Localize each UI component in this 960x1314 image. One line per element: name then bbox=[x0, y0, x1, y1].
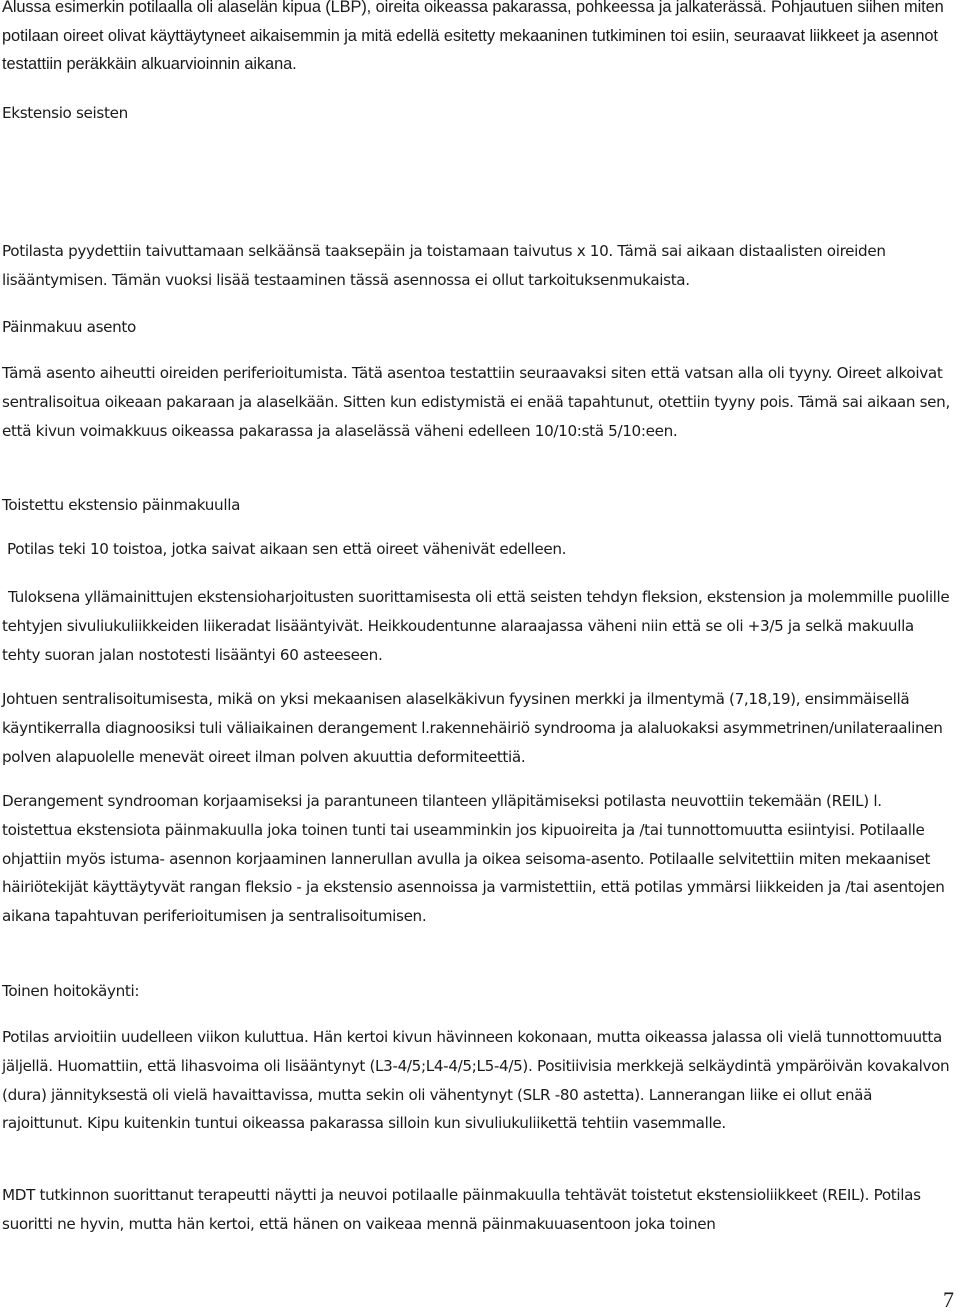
heading-second-visit: Toinen hoitokäynti: bbox=[2, 982, 140, 1000]
repeated-extension-paragraph: Potilas teki 10 toistoa, jotka saivat aikaan sen että oireet vähenivät edelleen. bbox=[7, 540, 567, 558]
second-visit-paragraph: Potilas arvioitiin uudelleen viikon kuluttua. Hän kertoi kivun hävinneen kokonaan, mutta oikeassa jalassa oli vielä tunnottomuutta jäljellä. Huomattiin, että lihasvoima oli lisääntynyt (L3-4/5;L4-4/5;L5-4/5). Positiivisia merkkejä selkäydintä ympäröivän kovakalvon (dura) jännityksestä oli vielä havaittavissa, mutta sekin oli vähentynyt (SLR -80 astetta). Lannerangan liike ei ollut enää rajoittunut. Kipu kuitenkin tuntui oikeassa pakarassa silloin kun sivuliukuliikettä tehtiin vasemmalle. bbox=[2, 1028, 950, 1133]
prone-position-paragraph: Tämä asento aiheutti oireiden periferioitumista. Tätä asentoa testattiin seuraavaksi siten että vatsan alla oli tyyny. Oireet alkoivat sentralisoitua oikeaan pakaraan ja alaselkään. Sitten kun edistymistä ei enää tapahtunut, otettiin tyyny pois. Tämä sai aikaan sen, että kivun voimakkuus oikeassa pakarassa ja alaselässä väheni edelleen 10/10:stä 5/10:een. bbox=[2, 364, 950, 440]
results-paragraph: Tuloksena yllämainittujen ekstensioharjoitusten suorittamisesta oli että seisten tehdyn fleksion, ekstension ja molemmille puolille tehtyjen sivuliukuliikkeiden liikeradat lisääntyivät. Heikkoudentunne alaraajassa väheni niin että se oli +3/5 ja selkä makuulla tehty suoran jalan nostotesti lisääntyi 60 asteeseen. bbox=[2, 588, 950, 664]
heading-standing-extension: Ekstensio seisten bbox=[2, 104, 128, 122]
heading-prone-position: Päinmakuu asento bbox=[2, 318, 136, 336]
treatment-paragraph: Derangement syndrooman korjaamiseksi ja parantuneen tilanteen ylläpitämiseksi potilasta neuvottiin tekemään (REIL) l. toistettua ekstensiota päinmakuulla joka toinen tunti tai useamminkin jos kipuoireita ja /tai tunnottomuutta esiintyisi. Potilaalle ohjattiin myös istuma- asennon korjaaminen lannerullan avulla ja oikea seisoma-asento. Potilaalle selvitettiin miten mekaaniset häiriötekijät käyttäytyvät rangan fleksio - ja ekstensio asennoissa ja varmistettiin, että potilas ymmärsi liikkeiden ja /tai asentojen aikana tapahtuvan periferioitumisen ja sentralisoitumisen. bbox=[2, 792, 945, 926]
heading-repeated-extension: Toistettu ekstensio päinmakuulla bbox=[2, 496, 241, 514]
page-number: 7 bbox=[943, 1287, 954, 1312]
intro-paragraph: Alussa esimerkin potilaalla oli alaselän kipua (LBP), oireita oikeassa pakarassa, pohkeessa ja jalkaterässä. Pohjautuen siihen miten potilaan oireet olivat käyttäytyneet aikaisemmin ja mitä edellä esitetty mekaaninen tutkiminen toi esiin, seuraavat liikkeet ja asennot testattiin peräkkäin alkuarvioinnin aikana. bbox=[2, 0, 944, 74]
diagnosis-paragraph: Johtuen sentralisoitumisesta, mikä on yksi mekaanisen alaselkäkivun fyysinen merkki ja ilmentymä (7,18,19), ensimmäisellä käyntikerralla diagnoosiksi tuli väliaikainen derangement l.rakennehäiriö syndrooma ja alaluokaksi asymmetrinen/unilateraalinen polven alapuolelle menevät oireet ilman polven akuuttia deformiteettiä. bbox=[2, 690, 943, 766]
mdt-therapist-paragraph: MDT tutkinnon suorittanut terapeutti näytti ja neuvoi potilaalle päinmakuulla tehtävät toistetut ekstensioliikkeet (REIL). Potilas suoritti ne hyvin, mutta hän kertoi, että hänen on vaikeaa mennä päinmakuuasentoon joka toinen bbox=[2, 1186, 921, 1233]
standing-extension-paragraph: Potilasta pyydettiin taivuttamaan selkäänsä taaksepäin ja toistamaan taivutus x 10. Tämä sai aikaan distaalisten oireiden lisääntymisen. Tämän vuoksi lisää testaaminen tässä asennossa ei ollut tarkoituksenmukaista. bbox=[2, 242, 886, 289]
